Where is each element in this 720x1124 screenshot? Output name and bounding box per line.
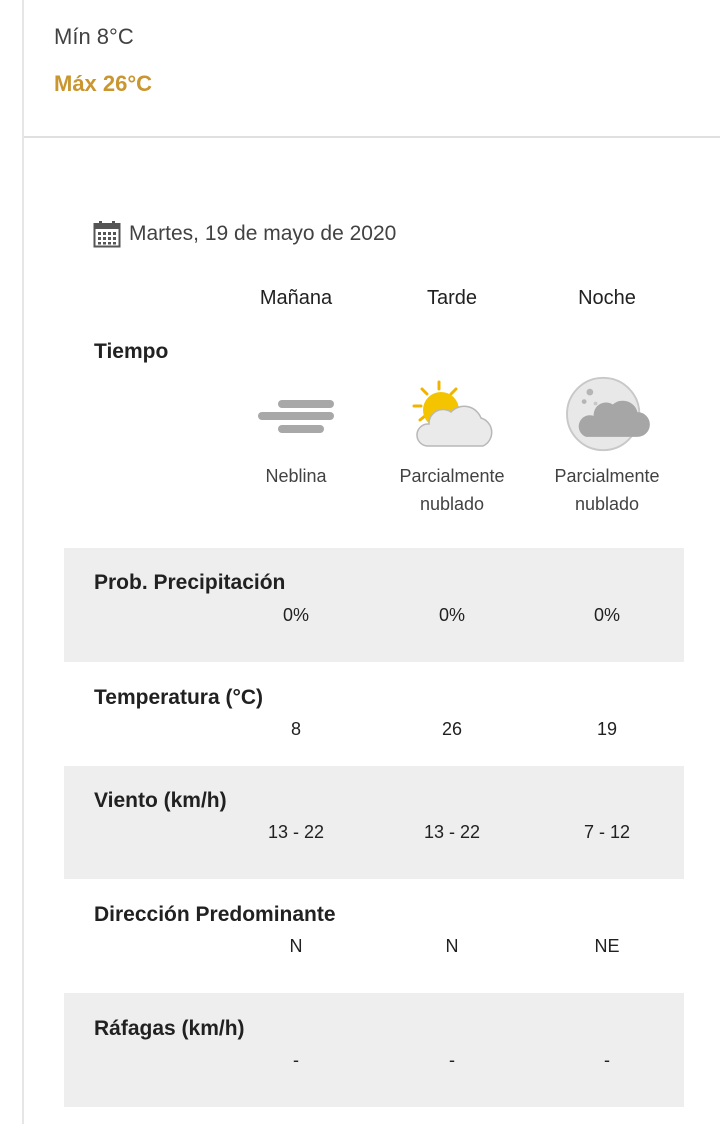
period-manana: Mañana — [259, 287, 333, 309]
direction-title: Dirección Predominante — [94, 903, 336, 926]
direction-noche: NE — [594, 936, 620, 956]
temperature-title: Temperatura (°C) — [94, 686, 264, 709]
condition-tarde: Parcialmente nublado — [399, 466, 505, 514]
wind-title: Viento (km/h) — [94, 789, 227, 812]
temperature-noche: 19 — [596, 719, 618, 739]
wind-tarde: 13 - 22 — [423, 822, 481, 842]
direction-manana: N — [289, 936, 303, 956]
partly-cloudy-day-icon — [405, 378, 501, 458]
max-temperature: Máx 26°C — [54, 71, 153, 96]
temperature-tarde: 26 — [441, 719, 463, 739]
direction-tarde: N — [445, 936, 459, 956]
wind-noche: 7 - 12 — [583, 822, 631, 842]
temperature-manana: 8 — [290, 719, 301, 739]
weather-row-title: Tiempo — [94, 340, 169, 363]
gusts-tarde: - — [449, 1050, 455, 1070]
date-text: Martes, 19 de mayo de 2020 — [129, 222, 397, 245]
gusts-manana: - — [293, 1050, 299, 1070]
gusts-title: Ráfagas (km/h) — [94, 1017, 245, 1040]
period-noche: Noche — [578, 287, 636, 309]
forecast-date — [93, 220, 396, 248]
partly-cloudy-night-icon — [559, 374, 655, 454]
calendar-icon — [93, 220, 121, 248]
min-max-summary — [54, 20, 152, 101]
precipitation-manana: 0% — [282, 605, 309, 625]
section-divider — [24, 136, 720, 138]
left-divider — [22, 0, 24, 1124]
gusts-noche: - — [604, 1050, 610, 1070]
precipitation-title: Prob. Precipitación — [94, 571, 286, 594]
condition-manana: Neblina — [265, 466, 327, 486]
period-tarde: Tarde — [426, 287, 478, 309]
min-temperature: Mín 8°C — [54, 24, 134, 49]
fog-icon — [248, 378, 344, 458]
condition-noche: Parcialmente nublado — [554, 466, 660, 514]
wind-manana: 13 - 22 — [267, 822, 325, 842]
precipitation-tarde: 0% — [438, 605, 465, 625]
precipitation-noche: 0% — [593, 605, 620, 625]
